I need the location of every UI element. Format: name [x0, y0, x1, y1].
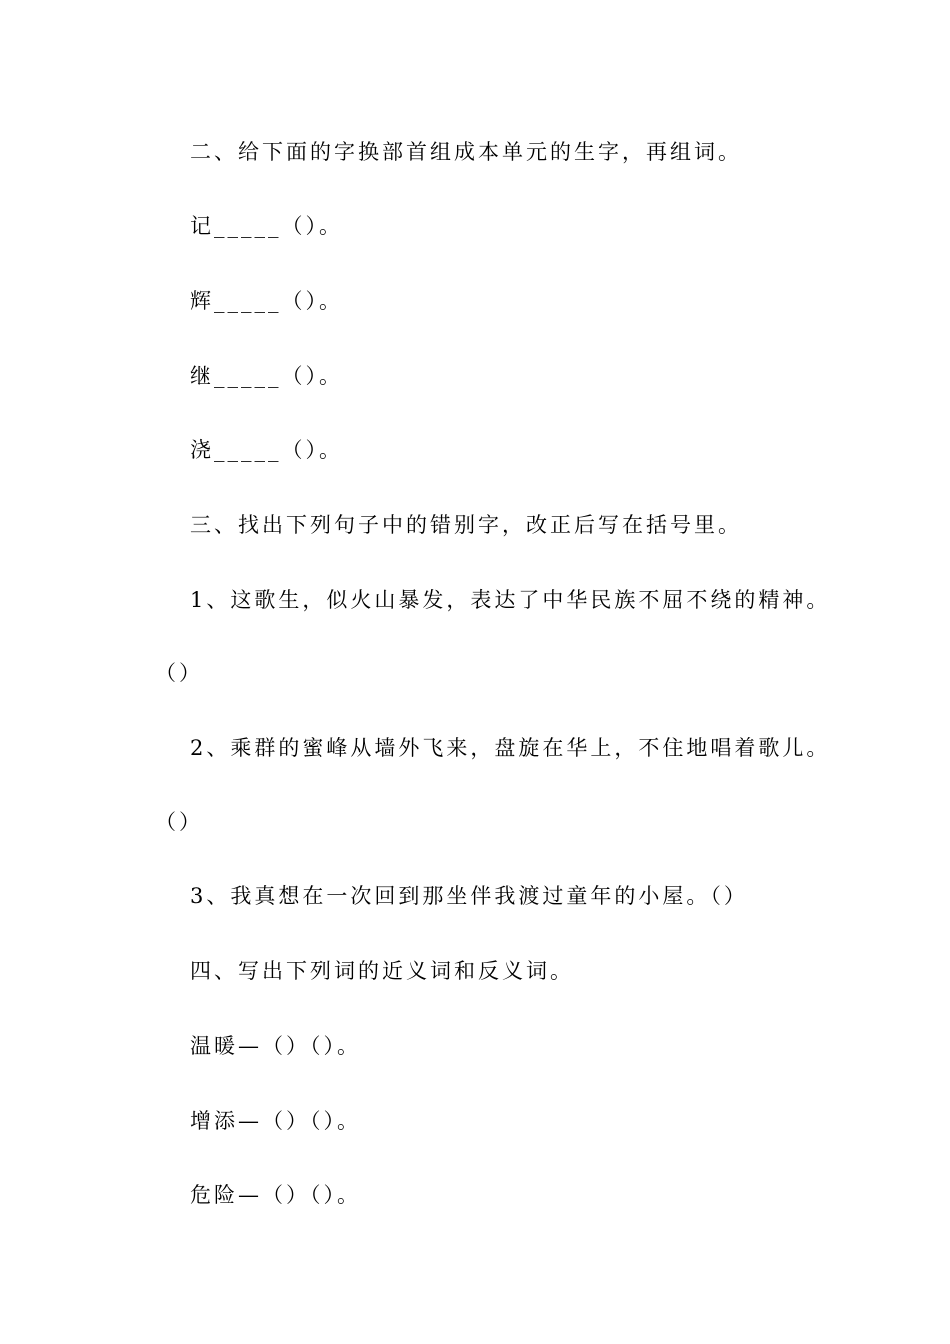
sentence-item-3: 3、我真想在一次回到那坐伴我渡过童年的小屋。（） [190, 884, 748, 908]
word-item-weixian: 危险—（）（）。 [190, 1183, 361, 1207]
question-line-jiao: 浇_____（）。 [190, 438, 343, 462]
question-line-ji: 记_____（）。 [190, 214, 343, 238]
section-heading-two: 二、给下面的字换部首组成本单元的生字，再组词。 [190, 140, 742, 164]
word-item-wennuan: 温暖—（）（）。 [190, 1034, 361, 1058]
answer-brackets-2: （） [155, 810, 203, 834]
question-line-hui: 辉_____（）。 [190, 289, 343, 313]
question-line-jixu: 继_____（）。 [190, 364, 343, 388]
sentence-item-2: 2、乘群的蜜峰从墙外飞来，盘旋在华上，不住地唱着歌儿。 [190, 736, 831, 760]
section-heading-four: 四、写出下列词的近义词和反义词。 [190, 959, 574, 983]
section-heading-three: 三、找出下列句子中的错别字，改正后写在括号里。 [190, 513, 742, 537]
answer-brackets-1: （） [155, 661, 203, 685]
word-item-zengtian: 增添—（）（）。 [190, 1109, 361, 1133]
sentence-item-1: 1、这歌生，似火山暴发，表达了中华民族不屈不绕的精神。 [190, 588, 831, 612]
